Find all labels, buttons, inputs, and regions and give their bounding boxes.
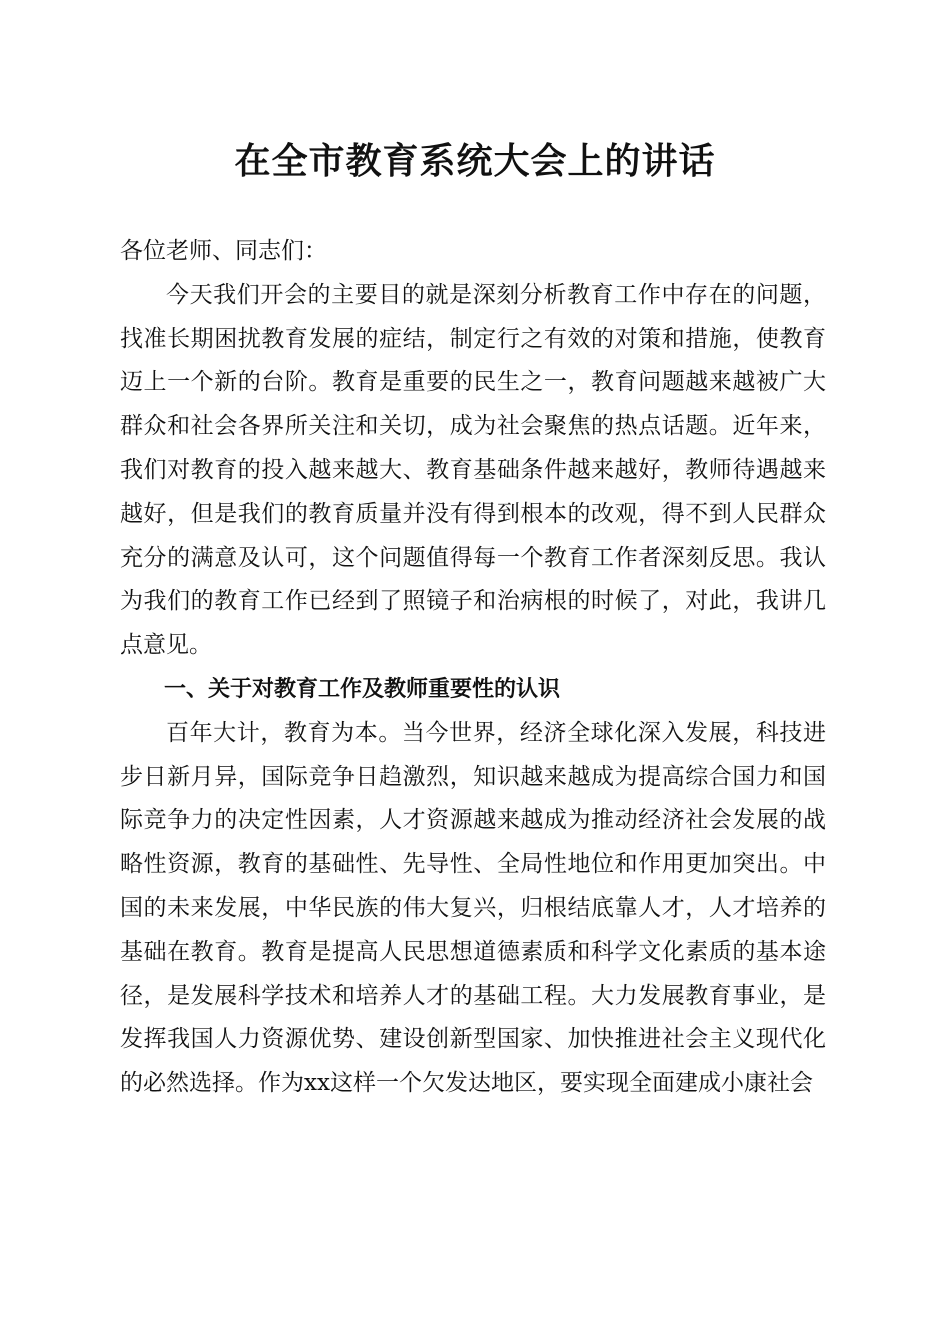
document-body xyxy=(120,230,826,1106)
paragraph-section-1: 百年大计，教育为本。当今世界，经济全球化深入发展，科技进步日新月异，国际竞争日趋激烈，知识越来越成为提高综合国力和国际竞争力的决定性因素，人才资源越来越成为推动经济社会发展的战略性资源，教育的基础性、先导性、全局性地位和作用更加突出。中国的未来发展，中华民族的伟大复兴，归根结底靠人才，人才培养的基础在教育。教育是提高人民思想道德素质和科学文化素质的基本途径，是发展科学技术和培养人才的基础工程。大力发展教育事业，是发挥我国人力资源优势、建设创新型国家、加快推进社会主义现代化的必然选择。作为xx这样一个欠发达地区，要实现全面建成小康社会 xyxy=(120,719,826,1097)
section-heading: 一、关于对教育工作及教师重要性的认识 xyxy=(164,676,561,702)
paragraph-intro: 今天我们开会的主要目的就是深刻分析教育工作中存在的问题，找准长期困扰教育发展的症结，制定行之有效的对策和措施，使教育迈上一个新的台阶。教育是重要的民生之一，教育问题越来越被广大群众和社会各界所关注和关切，成为社会聚焦的热点话题。近年来，我们对教育的投入越来越大、教育基础条件越来越好，教师待遇越来越好，但是我们的教育质量并没有得到根本的改观，得不到人民群众充分的满意及认可，这个问题值得每一个教育工作者深刻反思。我认为我们的教育工作已经到了照镜子和治病根的时候了，对此，我讲几点意见。 xyxy=(120,281,826,659)
salutation: 各位老师、同志们： xyxy=(120,238,327,264)
page-title: 在全市教育系统大会上的讲话 xyxy=(234,140,716,182)
